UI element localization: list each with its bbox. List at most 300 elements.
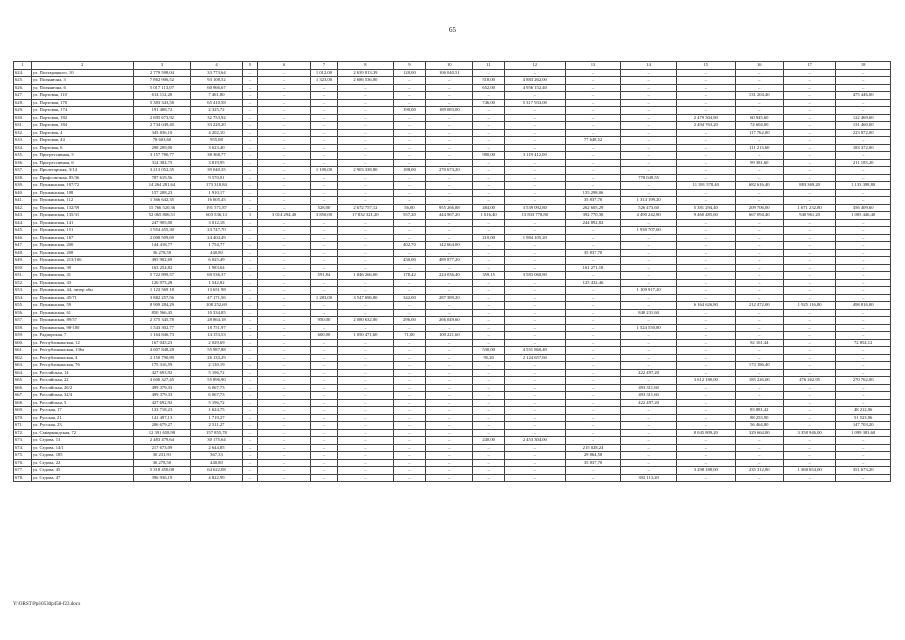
value-cell: – xyxy=(676,264,735,272)
value-cell: 28 864,18 xyxy=(191,317,242,325)
value-cell: 14 264 281,64 xyxy=(133,182,191,190)
value-cell: – xyxy=(242,377,258,385)
value-cell: – xyxy=(258,77,310,85)
value-cell: – xyxy=(473,129,504,137)
value-cell: – xyxy=(504,137,565,145)
value-cell: – xyxy=(338,189,394,197)
value-cell: – xyxy=(565,234,621,242)
table-row xyxy=(14,429,891,437)
value-cell: 210,00 xyxy=(473,234,504,242)
value-cell: – xyxy=(473,174,504,182)
value-cell: – xyxy=(258,99,310,107)
table-row xyxy=(14,444,891,452)
value-cell: 15 766 520,36 xyxy=(133,204,191,212)
value-cell: – xyxy=(258,444,310,452)
address-cell: ул. Российская, 22 xyxy=(31,377,133,385)
value-cell: 209 706,00 xyxy=(735,204,783,212)
value-cell: 296,00 xyxy=(393,317,426,325)
value-cell: – xyxy=(836,474,891,482)
value-cell: 11 391 578,40 xyxy=(676,182,735,190)
value-cell: – xyxy=(565,114,621,122)
value-cell: – xyxy=(621,339,677,347)
value-cell: – xyxy=(310,84,337,92)
column-header: 8 xyxy=(338,62,394,70)
value-cell: – xyxy=(473,407,504,415)
value-cell: 1 543 302,77 xyxy=(133,324,191,332)
value-cell: – xyxy=(258,272,310,280)
value-cell: – xyxy=(676,332,735,340)
value-cell: – xyxy=(565,377,621,385)
value-cell: – xyxy=(504,227,565,235)
value-cell: 1 925 116,80 xyxy=(783,302,835,310)
value-cell: – xyxy=(258,302,310,310)
value-cell: – xyxy=(338,219,394,227)
value-cell: – xyxy=(836,309,891,317)
value-cell: – xyxy=(338,444,394,452)
value-cell: – xyxy=(393,152,426,160)
value-cell: – xyxy=(338,392,394,400)
value-cell: – xyxy=(242,77,258,85)
value-cell: 3 213 052,35 xyxy=(133,167,191,175)
value-cell: – xyxy=(676,257,735,265)
value-cell: – xyxy=(676,399,735,407)
row-number-cell: 634. xyxy=(14,144,32,152)
table-row xyxy=(14,257,891,265)
value-cell: 1 754,77 xyxy=(191,242,242,250)
value-cell: – xyxy=(621,294,677,302)
column-header: 9 xyxy=(393,62,426,70)
value-cell: 29 864,58 xyxy=(565,452,621,460)
value-cell: 185 226,00 xyxy=(735,377,783,385)
value-cell: 10 334,85 xyxy=(191,309,242,317)
value-cell: – xyxy=(676,129,735,137)
value-cell: 7 461,80 xyxy=(191,92,242,100)
value-cell: 392 770,38 xyxy=(565,212,621,220)
value-cell: – xyxy=(473,69,504,77)
value-cell: – xyxy=(393,399,426,407)
value-cell: – xyxy=(621,264,677,272)
value-cell: 55 896,90 xyxy=(191,377,242,385)
value-cell: – xyxy=(504,69,565,77)
value-cell: – xyxy=(258,69,310,77)
value-cell: 530,00 xyxy=(473,347,504,355)
value-cell: – xyxy=(676,414,735,422)
value-cell: – xyxy=(338,227,394,235)
value-cell: 2 494 763,20 xyxy=(676,122,735,130)
value-cell: – xyxy=(310,369,337,377)
column-header: 10 xyxy=(426,62,473,70)
value-cell: – xyxy=(310,279,337,287)
value-cell: 48 212,06 xyxy=(836,407,891,415)
value-cell: – xyxy=(621,332,677,340)
value-cell: 475 446,00 xyxy=(836,92,891,100)
value-cell: – xyxy=(393,324,426,332)
value-cell: – xyxy=(676,444,735,452)
value-cell: – xyxy=(258,227,310,235)
value-cell: – xyxy=(258,324,310,332)
table-row xyxy=(14,474,891,482)
value-cell: – xyxy=(473,339,504,347)
value-cell: – xyxy=(621,377,677,385)
value-cell: 32 753,92 xyxy=(191,114,242,122)
value-cell: 77 648,52 xyxy=(565,137,621,145)
value-cell: – xyxy=(393,467,426,475)
value-cell: 215 028,24 xyxy=(565,444,621,452)
value-cell: – xyxy=(338,384,394,392)
value-cell: – xyxy=(621,137,677,145)
value-cell: 1 671 232,80 xyxy=(783,204,835,212)
value-cell: – xyxy=(310,422,337,430)
value-cell: – xyxy=(310,362,337,370)
value-cell: – xyxy=(504,392,565,400)
value-cell: – xyxy=(242,219,258,227)
value-cell: – xyxy=(565,242,621,250)
value-cell: 155 298,06 xyxy=(565,189,621,197)
value-cell: – xyxy=(426,219,473,227)
value-cell: – xyxy=(338,197,394,205)
value-cell: – xyxy=(473,302,504,310)
value-cell: – xyxy=(676,272,735,280)
value-cell: – xyxy=(242,189,258,197)
value-cell: 746,00 xyxy=(473,99,504,107)
value-cell: 39 040,35 xyxy=(191,167,242,175)
value-cell: 3 547 696,80 xyxy=(338,294,394,302)
value-cell: – xyxy=(473,429,504,437)
column-header: 18 xyxy=(836,62,891,70)
value-cell: 1 366 642,35 xyxy=(133,197,191,205)
value-cell: – xyxy=(473,182,504,190)
value-cell: 4 600 327,45 xyxy=(133,377,191,385)
table-row xyxy=(14,287,891,295)
address-cell: ул. Портовая, 6 xyxy=(31,144,133,152)
value-cell: 499 379,33 xyxy=(133,392,191,400)
value-cell: – xyxy=(310,159,337,167)
value-cell: – xyxy=(242,257,258,265)
value-cell: 396 936,19 xyxy=(133,474,191,482)
value-cell: 1 910,17 xyxy=(191,189,242,197)
value-cell: – xyxy=(393,279,426,287)
table-row xyxy=(14,309,891,317)
value-cell: – xyxy=(426,114,473,122)
value-cell: 356 409,60 xyxy=(836,204,891,212)
value-cell: – xyxy=(393,77,426,85)
address-cell: ул. Пушкинская, 43 xyxy=(31,279,133,287)
value-cell: – xyxy=(242,272,258,280)
row-number-cell: 624. xyxy=(14,69,32,77)
value-cell: 427 693,92 xyxy=(133,369,191,377)
table-row xyxy=(14,242,891,250)
table-row xyxy=(14,392,891,400)
value-cell: – xyxy=(676,189,735,197)
value-cell: – xyxy=(426,414,473,422)
value-cell: – xyxy=(504,174,565,182)
value-cell: – xyxy=(393,414,426,422)
value-cell: 528,00 xyxy=(310,204,337,212)
value-cell: – xyxy=(258,137,310,145)
value-cell: 2 029,69 xyxy=(191,339,242,347)
value-cell: – xyxy=(735,309,783,317)
value-cell: – xyxy=(242,159,258,167)
value-cell: 1 099 383,60 xyxy=(836,429,891,437)
row-number-cell: 649. xyxy=(14,257,32,265)
table-row xyxy=(14,414,891,422)
value-cell: 12 391 658,98 xyxy=(133,429,191,437)
value-cell: – xyxy=(310,144,337,152)
address-cell: ул. Русская, 21 xyxy=(31,414,133,422)
value-cell: 2 008 509,69 xyxy=(133,234,191,242)
address-cell: ул. Пушкинская, 41 xyxy=(31,272,133,280)
value-cell: – xyxy=(258,437,310,445)
address-cell: ул. Седова, 185 xyxy=(31,452,133,460)
value-cell: – xyxy=(504,279,565,287)
value-cell: – xyxy=(621,107,677,115)
value-cell: – xyxy=(242,242,258,250)
table-row xyxy=(14,189,891,197)
column-header: 2 xyxy=(31,62,133,70)
value-cell: 161 271,18 xyxy=(565,264,621,272)
value-cell: 4 956 152,40 xyxy=(504,84,565,92)
value-cell: 13 833 778,80 xyxy=(504,212,565,220)
value-cell: – xyxy=(565,354,621,362)
value-cell: – xyxy=(310,257,337,265)
value-cell: – xyxy=(783,452,835,460)
table-row xyxy=(14,99,891,107)
address-cell: ул. Республиканская, 4 xyxy=(31,354,133,362)
column-header: 11 xyxy=(473,62,504,70)
value-cell: – xyxy=(426,182,473,190)
value-cell: – xyxy=(310,129,337,137)
value-cell: – xyxy=(426,474,473,482)
value-cell: – xyxy=(504,362,565,370)
value-cell: – xyxy=(258,257,310,265)
value-cell: – xyxy=(242,92,258,100)
row-number-cell: 646. xyxy=(14,234,32,242)
value-cell: – xyxy=(836,459,891,467)
value-cell: – xyxy=(258,249,310,257)
value-cell: 88 253,90 xyxy=(735,414,783,422)
value-cell: – xyxy=(836,437,891,445)
value-cell: – xyxy=(426,249,473,257)
row-number-cell: 631. xyxy=(14,122,32,130)
value-cell: – xyxy=(676,219,735,227)
value-cell: – xyxy=(338,174,394,182)
value-cell: – xyxy=(783,257,835,265)
value-cell: – xyxy=(565,129,621,137)
value-cell: 163 254,82 xyxy=(133,264,191,272)
value-cell: 591,84 xyxy=(310,272,337,280)
value-cell: – xyxy=(783,129,835,137)
value-cell: – xyxy=(258,107,310,115)
value-cell: – xyxy=(338,264,394,272)
table-row xyxy=(14,107,891,115)
value-cell: – xyxy=(338,144,394,152)
value-cell: – xyxy=(565,407,621,415)
value-cell: – xyxy=(426,159,473,167)
address-cell: ул. Портовая, 174 xyxy=(31,107,133,115)
value-cell: – xyxy=(242,122,258,130)
value-cell: – xyxy=(473,287,504,295)
value-cell: 5 381 294,40 xyxy=(676,204,735,212)
value-cell: – xyxy=(621,249,677,257)
value-cell: – xyxy=(310,182,337,190)
row-number-cell: 657. xyxy=(14,317,32,325)
value-cell: – xyxy=(783,444,835,452)
value-cell: – xyxy=(426,84,473,92)
value-cell: 5 196,72 xyxy=(191,369,242,377)
value-cell: 99 381,60 xyxy=(735,159,783,167)
value-cell: – xyxy=(565,152,621,160)
value-cell: – xyxy=(242,354,258,362)
value-cell: 1 283,00 xyxy=(310,294,337,302)
value-cell: 3 819,95 xyxy=(191,159,242,167)
value-cell: 183 372,00 xyxy=(836,144,891,152)
value-cell: 345 836,10 xyxy=(133,129,191,137)
value-cell: – xyxy=(735,242,783,250)
value-cell: – xyxy=(310,437,337,445)
value-cell: – xyxy=(242,129,258,137)
value-cell: – xyxy=(426,309,473,317)
table-row xyxy=(14,332,891,340)
value-cell: – xyxy=(783,392,835,400)
value-cell: 1 616,40 xyxy=(473,212,504,220)
value-cell: – xyxy=(393,182,426,190)
value-cell: – xyxy=(258,279,310,287)
value-cell: 190,00 xyxy=(393,107,426,115)
address-cell: ул. Пушкинская, 45/71 xyxy=(31,294,133,302)
value-cell: – xyxy=(338,279,394,287)
value-cell: 147 703,20 xyxy=(836,422,891,430)
value-cell: – xyxy=(621,452,677,460)
value-cell: – xyxy=(621,219,677,227)
value-cell: – xyxy=(242,137,258,145)
value-cell: – xyxy=(621,234,677,242)
value-cell: – xyxy=(783,287,835,295)
value-cell: – xyxy=(393,227,426,235)
address-cell: ул. Пушкинская, 141 xyxy=(31,219,133,227)
value-cell: – xyxy=(426,362,473,370)
value-cell: – xyxy=(258,392,310,400)
value-cell: – xyxy=(504,414,565,422)
table-row xyxy=(14,219,891,227)
value-cell: – xyxy=(393,189,426,197)
value-cell: – xyxy=(242,99,258,107)
column-header: 3 xyxy=(133,62,191,70)
value-cell: – xyxy=(735,174,783,182)
value-cell: – xyxy=(258,429,310,437)
value-cell: 1 368 654,00 xyxy=(783,467,835,475)
value-cell: – xyxy=(676,287,735,295)
address-cell: ул. Российская, 14 xyxy=(31,369,133,377)
value-cell: 35 837,70 xyxy=(565,249,621,257)
address-cell: ул. Седова, 22 xyxy=(31,459,133,467)
value-cell: – xyxy=(676,84,735,92)
value-cell: – xyxy=(565,69,621,77)
value-cell: – xyxy=(473,264,504,272)
value-cell: – xyxy=(836,444,891,452)
value-cell: – xyxy=(393,377,426,385)
value-cell: – xyxy=(393,347,426,355)
table-row xyxy=(14,294,891,302)
value-cell: 3 882 257,56 xyxy=(133,294,191,302)
value-cell: – xyxy=(735,167,783,175)
value-cell: – xyxy=(836,249,891,257)
value-cell: – xyxy=(783,77,835,85)
value-cell: 955,08 xyxy=(191,137,242,145)
address-cell: ул. Пушкинская, 167 xyxy=(31,234,133,242)
value-cell: – xyxy=(621,242,677,250)
value-cell: – xyxy=(258,459,310,467)
value-cell: 2 479 504,80 xyxy=(676,114,735,122)
value-cell: – xyxy=(393,384,426,392)
row-number-cell: 676. xyxy=(14,459,32,467)
value-cell: – xyxy=(242,369,258,377)
value-cell: – xyxy=(426,444,473,452)
value-cell: – xyxy=(426,227,473,235)
value-cell: – xyxy=(783,84,835,92)
value-cell: – xyxy=(310,107,337,115)
value-cell: 980,00 xyxy=(473,152,504,160)
value-cell: – xyxy=(504,384,565,392)
value-cell: – xyxy=(473,332,504,340)
value-cell: 778 049,55 xyxy=(621,174,677,182)
address-cell: ул. Прогрессивная, 6 xyxy=(31,159,133,167)
value-cell: – xyxy=(338,92,394,100)
value-cell: – xyxy=(676,234,735,242)
value-cell: – xyxy=(565,182,621,190)
value-cell: – xyxy=(338,137,394,145)
value-cell: – xyxy=(473,324,504,332)
value-cell: – xyxy=(565,467,621,475)
value-cell: 1 109 917,20 xyxy=(621,287,677,295)
value-cell: – xyxy=(258,452,310,460)
value-cell: – xyxy=(676,137,735,145)
value-cell: – xyxy=(676,459,735,467)
value-cell: – xyxy=(836,347,891,355)
column-header: 6 xyxy=(258,62,310,70)
value-cell: 120,00 xyxy=(393,69,426,77)
value-cell: – xyxy=(242,444,258,452)
value-cell: 173 318,84 xyxy=(191,182,242,190)
value-cell: – xyxy=(676,92,735,100)
value-cell: 191 408,72 xyxy=(133,107,191,115)
value-cell: – xyxy=(735,452,783,460)
value-cell: – xyxy=(565,294,621,302)
value-cell: – xyxy=(783,69,835,77)
value-cell: – xyxy=(242,459,258,467)
value-cell: – xyxy=(836,197,891,205)
value-cell: – xyxy=(473,257,504,265)
value-cell: – xyxy=(393,302,426,310)
value-cell: 4 202,10 xyxy=(191,129,242,137)
value-cell: – xyxy=(242,467,258,475)
value-cell: 36 278,50 xyxy=(133,249,191,257)
row-number-cell: 678. xyxy=(14,474,32,482)
value-cell: – xyxy=(338,474,394,482)
value-cell: – xyxy=(565,167,621,175)
address-cell: ул. Российская, 26/2 xyxy=(31,384,133,392)
value-cell: 14 153,53 xyxy=(191,332,242,340)
value-cell: 3 623,40 xyxy=(191,144,242,152)
value-cell: – xyxy=(242,407,258,415)
address-cell: ул. Республиканская, 76 xyxy=(31,362,133,370)
value-cell: 440,80 xyxy=(191,459,242,467)
table-row xyxy=(14,452,891,460)
value-cell: – xyxy=(258,399,310,407)
value-cell: – xyxy=(393,122,426,130)
value-cell: 60 945,60 xyxy=(735,114,783,122)
value-cell: – xyxy=(258,309,310,317)
value-cell: – xyxy=(783,167,835,175)
